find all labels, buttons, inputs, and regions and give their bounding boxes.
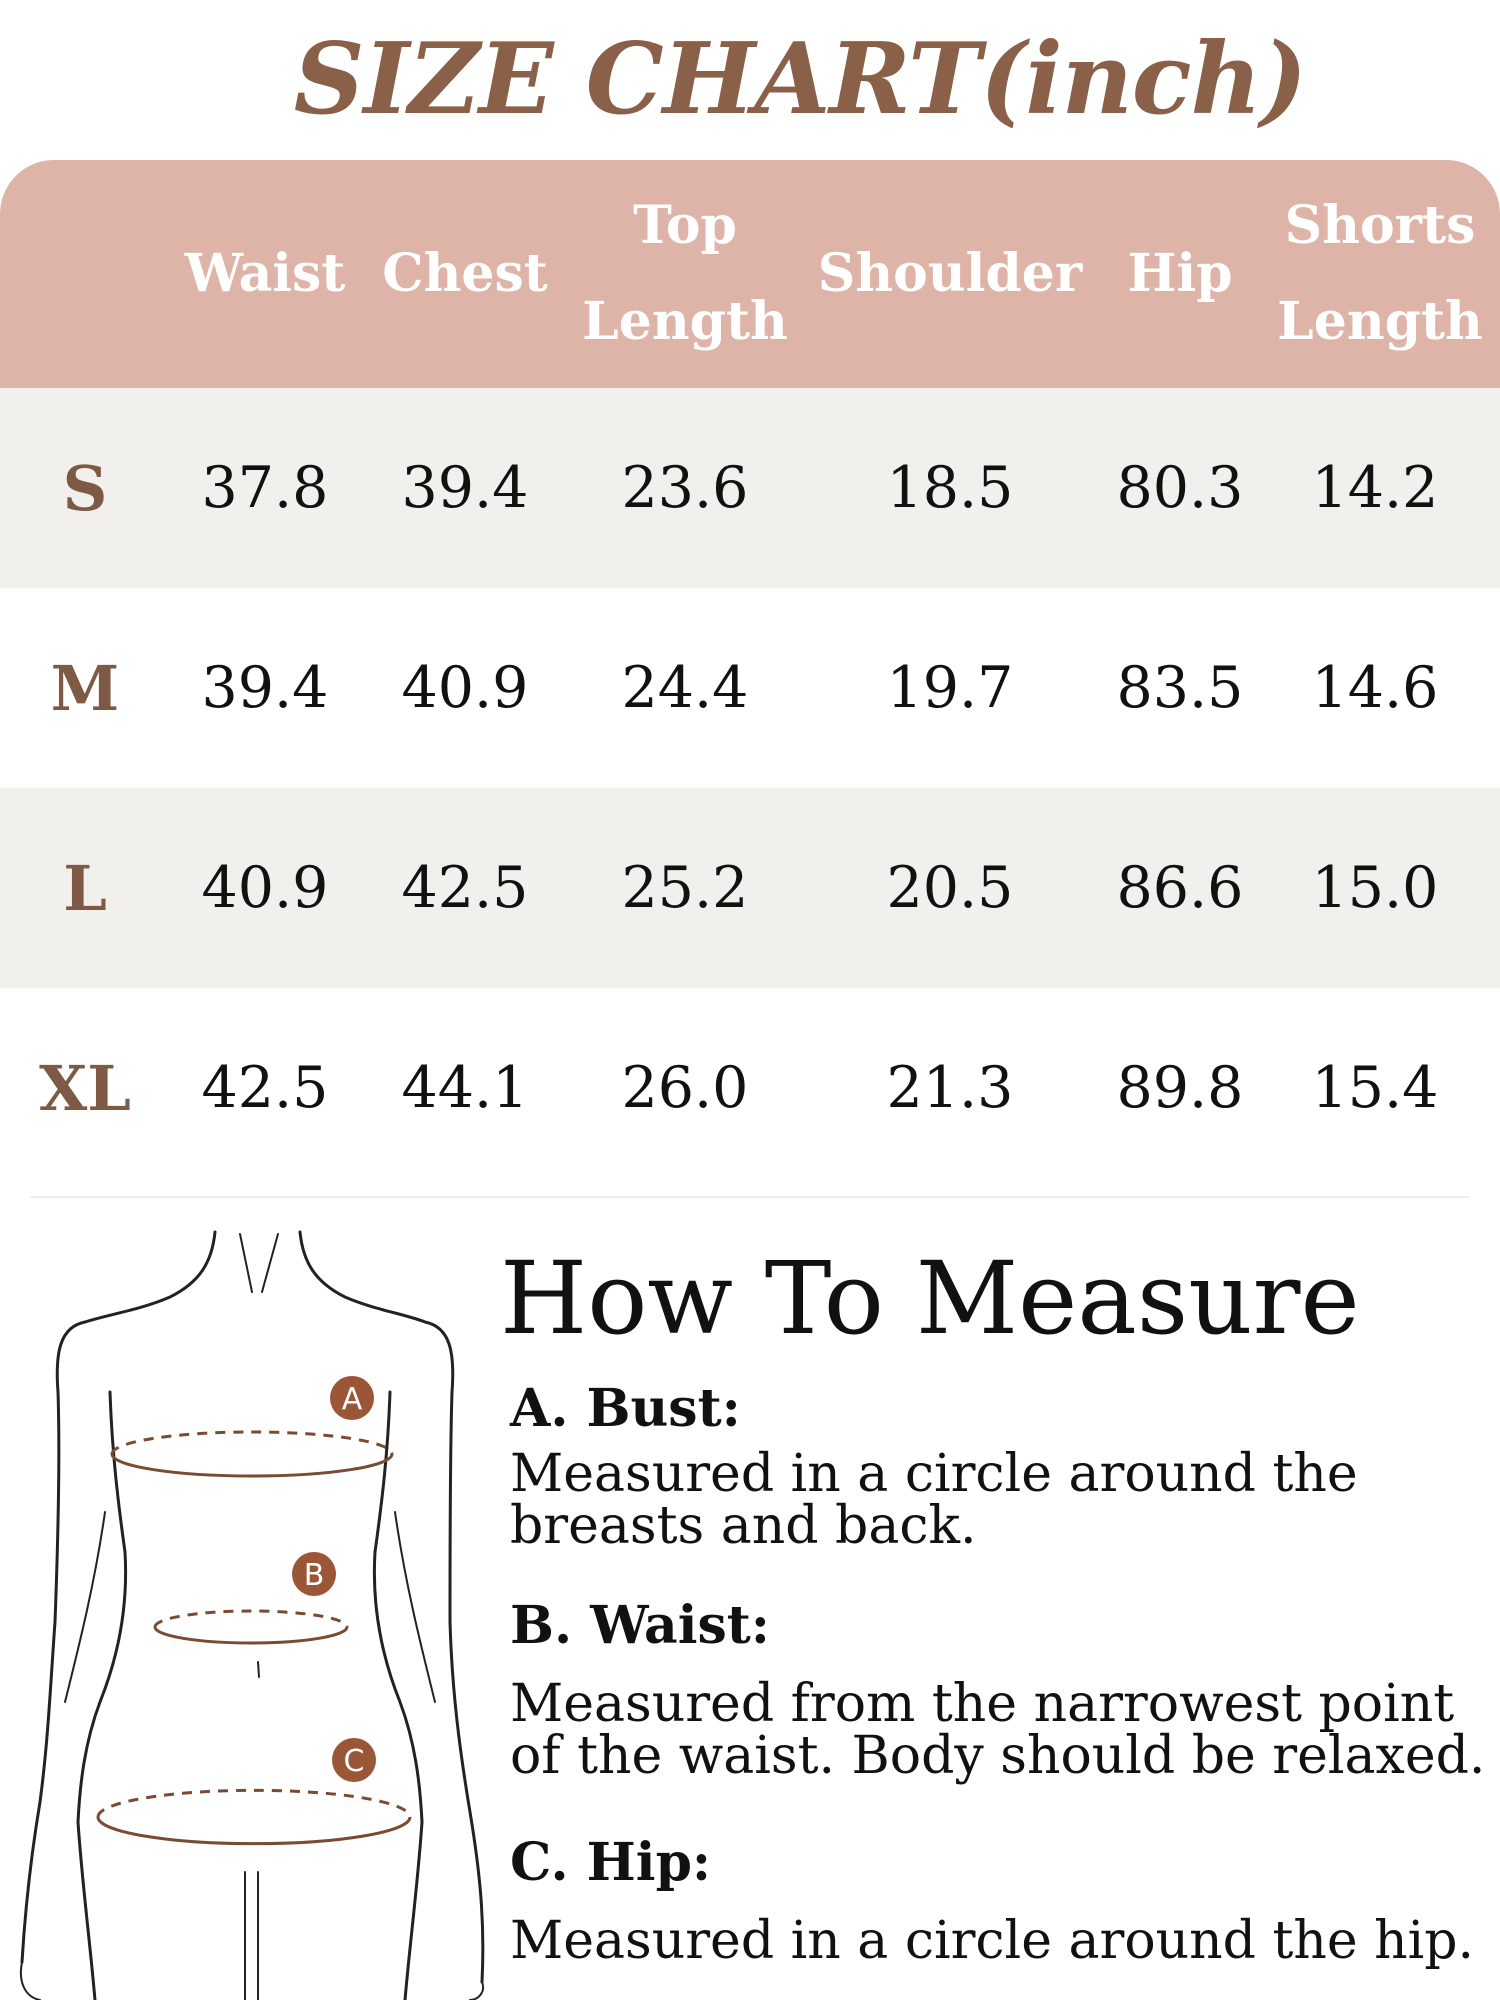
shorts-length-value: 15.4	[1311, 1055, 1439, 1121]
hip-heading: C. Hip:	[510, 1832, 712, 1893]
marker-b-label: B	[303, 1558, 325, 1593]
waist-heading: B. Waist:	[510, 1595, 770, 1656]
shoulder-value: 20.5	[886, 855, 1014, 921]
shoulder-value: 18.5	[886, 455, 1014, 521]
waist-description: Measured from the narrowest point of the waist. Body should be relaxed.	[510, 1674, 1486, 1786]
header-waist	[170, 160, 360, 388]
chest-value: 42.5	[401, 855, 529, 921]
waist-value: 42.5	[201, 1055, 329, 1121]
bust-description: Measured in a circle around the breasts and back.	[510, 1444, 1358, 1556]
header-shoulder-label: Shoulder	[817, 243, 1083, 304]
marker-c-label: C	[343, 1744, 365, 1779]
marker-c	[332, 1738, 376, 1782]
header-top-length-line2: Length	[582, 291, 788, 352]
waist-value: 39.4	[201, 655, 329, 721]
shorts-length-value: 14.6	[1311, 655, 1439, 721]
marker-a-label: A	[341, 1382, 363, 1417]
header-shoulder	[817, 160, 1083, 388]
shorts-length-value: 15.0	[1311, 855, 1439, 921]
top-length-value: 25.2	[621, 855, 749, 921]
hip-value: 86.6	[1116, 855, 1244, 921]
shoulder-value: 21.3	[886, 1055, 1014, 1121]
header-shorts-length-line1: Shorts	[1284, 195, 1476, 256]
top-length-value: 23.6	[621, 455, 749, 521]
table-row-xl	[0, 988, 1500, 1188]
header-waist-label: Waist	[184, 243, 346, 304]
header-hip-label: Hip	[1127, 243, 1233, 304]
hip-value: 89.8	[1116, 1055, 1244, 1121]
chest-value: 39.4	[401, 455, 529, 521]
waist-value: 40.9	[201, 855, 329, 921]
how-to-measure-title: How To Measure	[500, 1240, 1360, 1357]
section-divider	[30, 1196, 1470, 1198]
shoulder-value: 19.7	[886, 655, 1014, 721]
top-length-value: 26.0	[621, 1055, 749, 1121]
size-label: L	[63, 851, 107, 925]
hip-description: Measured in a circle around the hip.	[510, 1911, 1475, 1971]
size-chart-title: SIZE CHART(inch)	[293, 22, 1307, 137]
body-measurement-figure	[0, 1222, 500, 2000]
marker-b	[292, 1552, 336, 1596]
size-label: XL	[39, 1051, 131, 1125]
header-top-length	[570, 160, 800, 388]
hip-value: 83.5	[1116, 655, 1244, 721]
top-length-value: 24.4	[621, 655, 749, 721]
header-chest-label: Chest	[382, 243, 548, 304]
table-row-m	[0, 588, 1500, 788]
chest-value: 44.1	[401, 1055, 529, 1121]
size-label: M	[50, 651, 120, 725]
size-label: S	[62, 451, 108, 525]
header-top-length-line1: Top	[633, 195, 737, 256]
bust-heading: A. Bust:	[510, 1378, 741, 1439]
header-shorts-length	[1270, 160, 1490, 388]
hip-value: 80.3	[1116, 455, 1244, 521]
shorts-length-value: 14.2	[1311, 455, 1439, 521]
marker-a	[330, 1376, 374, 1420]
table-row-l	[0, 788, 1500, 988]
waist-value: 37.8	[201, 455, 329, 521]
table-row-s	[0, 388, 1500, 588]
header-hip	[1110, 160, 1250, 388]
chest-value: 40.9	[401, 655, 529, 721]
header-chest	[375, 160, 555, 388]
header-shorts-length-line2: Length	[1277, 291, 1483, 352]
